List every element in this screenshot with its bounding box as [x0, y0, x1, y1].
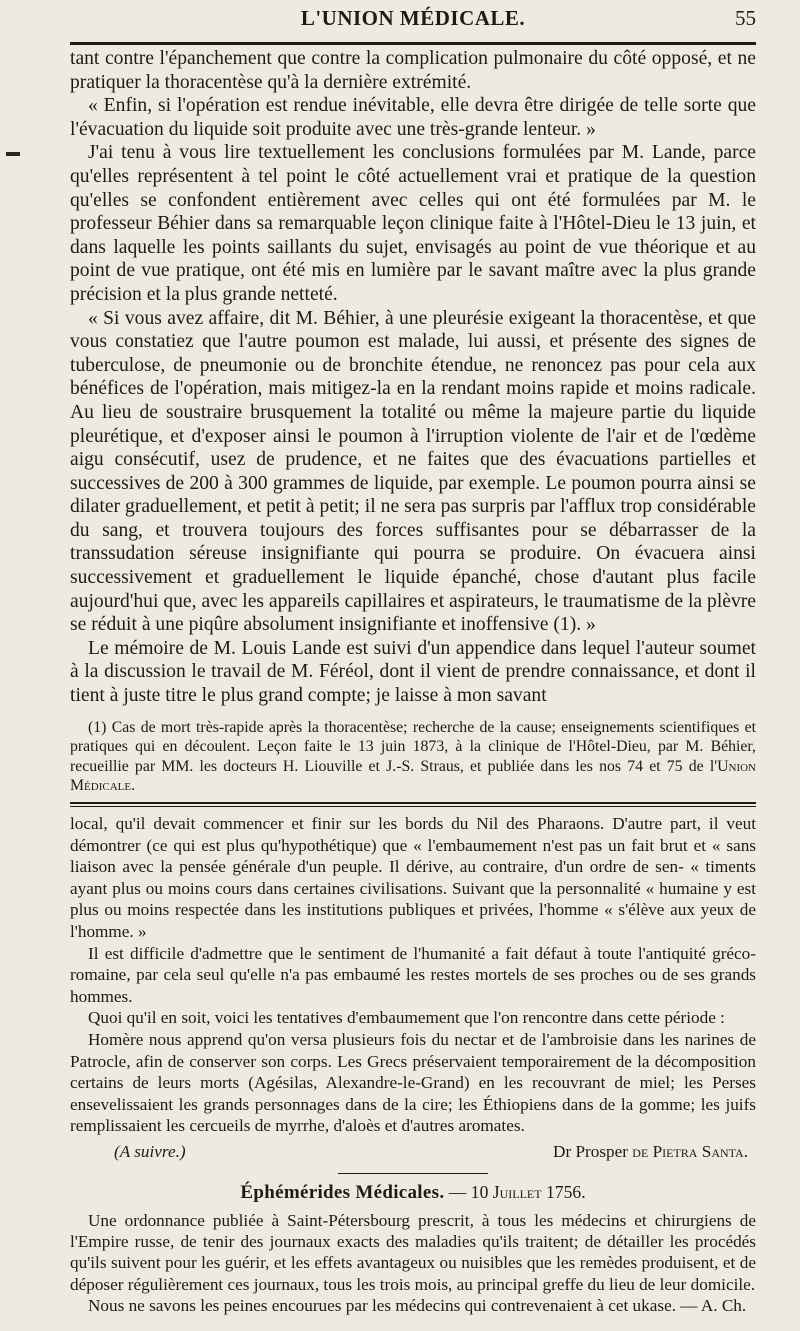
paragraph: « Si vous avez affaire, dit M. Béhier, à une pleurésie exigeant la thoracentèse, et que vous constatiez que l'autre poumon est malade, lui aussi, et présente des signes de tuberculose, de pneumonie ou de bronchite étendue, ne renoncez pas pour cela aux bénéfices de l'opération, mais mitigez-la en la rendant moins rapide et moins radicale. Au lieu de soustraire brusquement la totalité ou même la majeure partie du liquide pleurétique, et d'exposer ainsi le poumon à l'irruption violente de l'air et de l'œdème aigu consécutif, usez de prudence, et ne faites que des évacuations partielles et successives de 200 à 300 grammes de liquide, par exemple. Le poumon pourra ainsi se dilater graduellement, et petit à petit; il ne sera pas surpris par l'afflux trop considérable du sang, et trouvera toujours des forces suffisantes pour se débarrasser de la transsudation séreuse insignifiante qui pourra se produire. On évacuera ainsi successivement et graduellement le liquide épanché, chose d'autant plus facile aujourd'hui que, avec les appareils capillaires et aspirateurs, le traumatisme de la plèvre se réduit à une piqûre absolument insignifiante et inoffensive (1). » — [70, 307, 756, 636]
footnote-before: (1) Cas de mort très-rapide après la thoracentèse; recherche de la cause; enseignements scientifiques et pratiques qui en découlent. Leçon faite le 13 juin 1873, à la clinique de l'Hôtel-Dieu, par M. Béhier, recueillie par MM. les docteurs H. Liouville et J.-S. Straus, et publiée dans les nos 74 et 75 de l' — [70, 718, 756, 775]
page-header — [70, 0, 756, 36]
page-number: 55 — [735, 6, 756, 30]
paragraph: « Enfin, si l'opération est rendue inévitable, elle devra être dirigée de telle sorte que l'évacuation du liquide soit produite avec une très-grande lenteur. » — [70, 95, 756, 140]
running-title: L'UNION MÉDICALE. — [300, 6, 526, 30]
ephemerides-body — [70, 1210, 756, 1316]
paragraph: Homère nous apprend qu'on versa plusieurs fois du nectar et de l'ambroisie dans les narines de Patrocle, afin de conserver son corps. Les Grecs préservaient temporairement de la décomposition certains de leurs morts (Agésilas, Alexandre-le-Grand) en les recouvrant de miel; les Perses ensevelissaient les grands personnages dans de la cire; les Éthiopiens dans de la gomme; les juifs remplissaient les cercueils de myrrhe, d'aloès et d'autres aromates. — [70, 1029, 756, 1136]
author-signature — [553, 1141, 748, 1163]
paragraph: J'ai tenu à vous lire textuellement les conclusions formulées par M. Lande, parce qu'elles représentent à tel point le côté actuellement vrai et pratique de la question qu'elles se confondent entièrement avec celles qui ont été formulées par M. le professeur Béhier dans sa remarquable leçon clinique faite à l'Hôtel-Dieu le 13 juin, et dans laquelle les points saillants du sujet, envisagés au point de vue théorique et au point de vue pratique, ont été mis en lumière par le savant maître avec la plus grande précision et la plus grande netteté. — [70, 142, 756, 305]
feuilleton-rule — [70, 802, 756, 807]
paragraph: Le mémoire de M. Louis Lande est suivi d'un appendice dans lequel l'auteur soumet à la discussion le travail de M. Féréol, dont il vient de prendre connaissance, et dont il tient à juste titre le plus grand compte; je laisse à mon savant — [70, 637, 756, 707]
author-name: de Pietra Santa. — [632, 1141, 748, 1161]
feuilleton-article — [70, 813, 756, 1137]
paragraph: Il est difficile d'admettre que le sentiment de l'humanité a fait défaut à toute l'antiquité gréco-romaine, par cela seul qu'elle n'a pas embaumé les restes mortels de ses proches ou de ses grands hommes. — [70, 943, 756, 1006]
heading-dash: — — [444, 1181, 471, 1202]
date-day: 10 — [470, 1181, 493, 1202]
paragraph: Nous ne savons les peines encourues par les médecins qui contrevenaient à cet ukase. — A. Ch. — [88, 1295, 747, 1315]
section-divider — [338, 1173, 488, 1174]
to-be-continued: (A suivre.) — [114, 1141, 186, 1161]
paragraph: Quoi qu'il en soit, voici les tentatives d'embaumement que l'on rencontre dans cette période : — [88, 1008, 725, 1028]
ephemerides-heading — [70, 1182, 756, 1204]
ephemerides-title: Éphémérides Médicales. — [240, 1181, 445, 1203]
signature-line — [70, 1141, 756, 1163]
paragraph: local, qu'il devait commencer et finir sur les bords du Nil des Pharaons. D'autre part, il veut démontrer (ce qui est plus qu'hypothétique) que « l'embaumement n'est pas un fait brut et « sans liaison avec la pensée générale d'un peuple. Il dérive, au contraire, d'un ordre de sen- « timents ayant plus ou moins cours dans certaines civilisations. Suivant que la personnalité « humaine y est plus ou moins respectée dans les institutions publiques et privées, l'homme « s'élève aux yeux de l'homme. » — [70, 814, 756, 941]
date-month: Juillet — [492, 1181, 542, 1202]
footnote — [70, 718, 756, 796]
header-rule — [70, 42, 756, 45]
paragraph: Une ordonnance publiée à Saint-Pétersbourg prescrit, à tous les médecins et chirurgiens de l'Empire russe, de tenir des journaux exacts des maladies qu'ils traitent; de détailler les procédés qu'ils suivent pour les guérir, et les effets avantageux ou nuisibles que les remèdes produisent, et de déposer régulièrement ces journaux, tous les trois mois, au principal greffe du lieu de leur domicile. — [70, 1210, 756, 1294]
author-prefix: Dr Prosper — [553, 1141, 633, 1161]
margin-mark — [6, 152, 20, 156]
date-year: 1756. — [541, 1181, 586, 1202]
main-article — [70, 47, 756, 708]
footnote-text — [70, 718, 756, 796]
footnote-journal-name: Union Médicale — [70, 757, 756, 795]
footnote-after: . — [131, 777, 136, 795]
paragraph: tant contre l'épanchement que contre la complication pulmonaire du côté opposé, et ne pratiquer la thoracentèse qu'à la dernière extrémité. — [70, 48, 756, 93]
